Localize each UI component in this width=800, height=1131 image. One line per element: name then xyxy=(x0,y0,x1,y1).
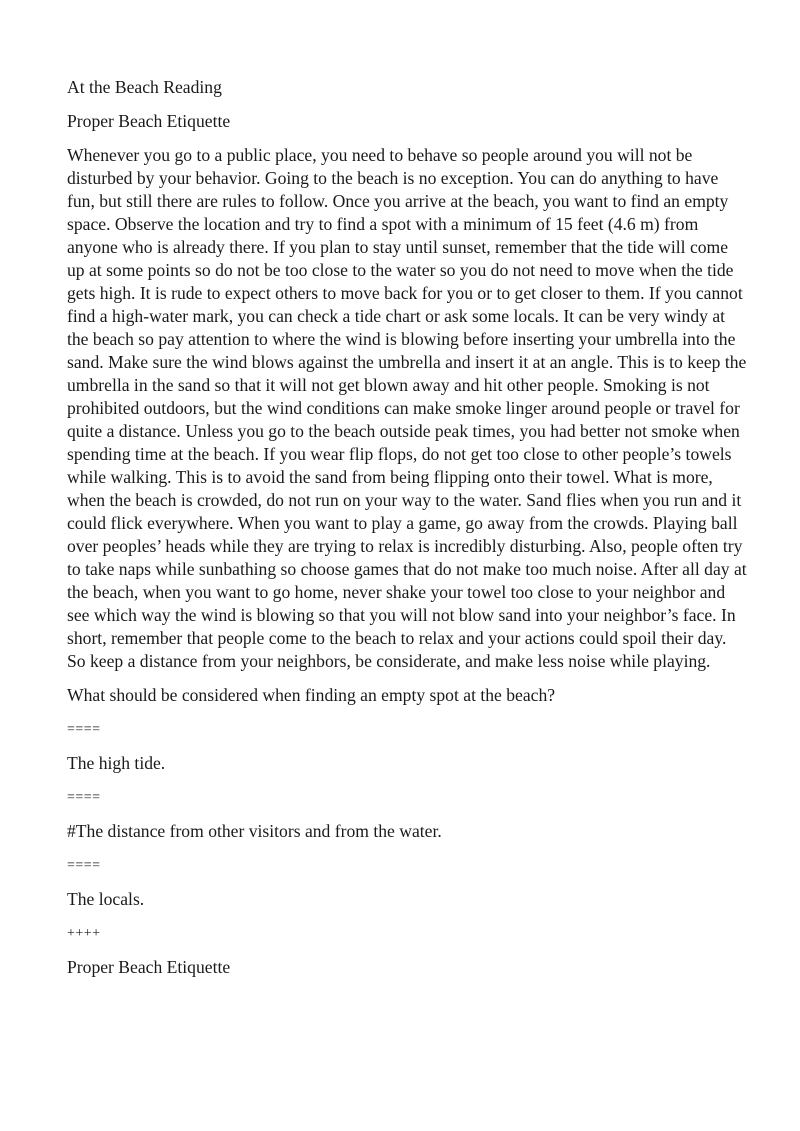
question-text: What should be considered when finding an empty spot at the beach? xyxy=(67,685,556,705)
end-marker: ++++ xyxy=(67,926,101,941)
option-separator: ==== xyxy=(67,722,101,737)
document-title: At the Beach Reading xyxy=(67,77,222,97)
answer-option-3: The locals. xyxy=(67,889,145,909)
answer-option-1: The high tide. xyxy=(67,753,166,773)
passage-body: Whenever you go to a public place, you need to behave so people around you will not be disturbed by your behavior. Going to the beach is no exception. You can do anything to have fun, but still there are rules to follow. Once you arrive at the beach, you want to find an empty space. Observe the location and try to find a spot with a minimum of 15 feet (4.6 m) from anyone who is already there. If you plan to stay until sunset, remember that the tide will come up at some points so do not be too close to the water so you do not need to move when the tide gets high. It is rude to expect others to move back for you or to get closer to them. If you cannot find a high-water mark, you can check a tide chart or ask some locals. It can be very windy at the beach so pay attention to where the wind is blowing before inserting your umbrella into the sand. Make sure the wind blows against the umbrella and insert it at an angle. This is to keep the umbrella in the sand so that it will not get blown away and hit other people. Smoking is not prohibited outdoors, but the wind conditions can make smoke linger around people or travel for quite a distance. Unless you go to the beach outside peak times, you had better not smoke when spending time at the beach. If you wear flip flops, do not get too close to other people’s towels while walking. This is to avoid the sand from being flipping onto their towel. What is more, when the beach is crowded, do not run on your way to the water. Sand flies when you run and it could flick everywhere. When you want to play a game, go away from the crowds. Playing ball over peoples’ heads while they are trying to relax is incredibly disturbing. Also, people often try to take naps while sunbathing so choose games that do not make too much noise. After all day at the beach, when you want to go home, never shake your towel too close to your neighbor and see which way the wind is blowing so that you will not blow sand into your neighbor’s face. In short, remember that people come to the beach to relax and your actions could spoil their day. So keep a distance from your neighbors, be considerate, and make less noise while playing. xyxy=(67,145,747,671)
option-separator: ==== xyxy=(67,790,101,805)
document-page xyxy=(67,76,747,990)
option-separator: ==== xyxy=(67,858,101,873)
passage-heading: Proper Beach Etiquette xyxy=(67,111,231,131)
footer-title: Proper Beach Etiquette xyxy=(67,957,231,977)
answer-option-2: #The distance from other visitors and from the water. xyxy=(67,821,442,841)
